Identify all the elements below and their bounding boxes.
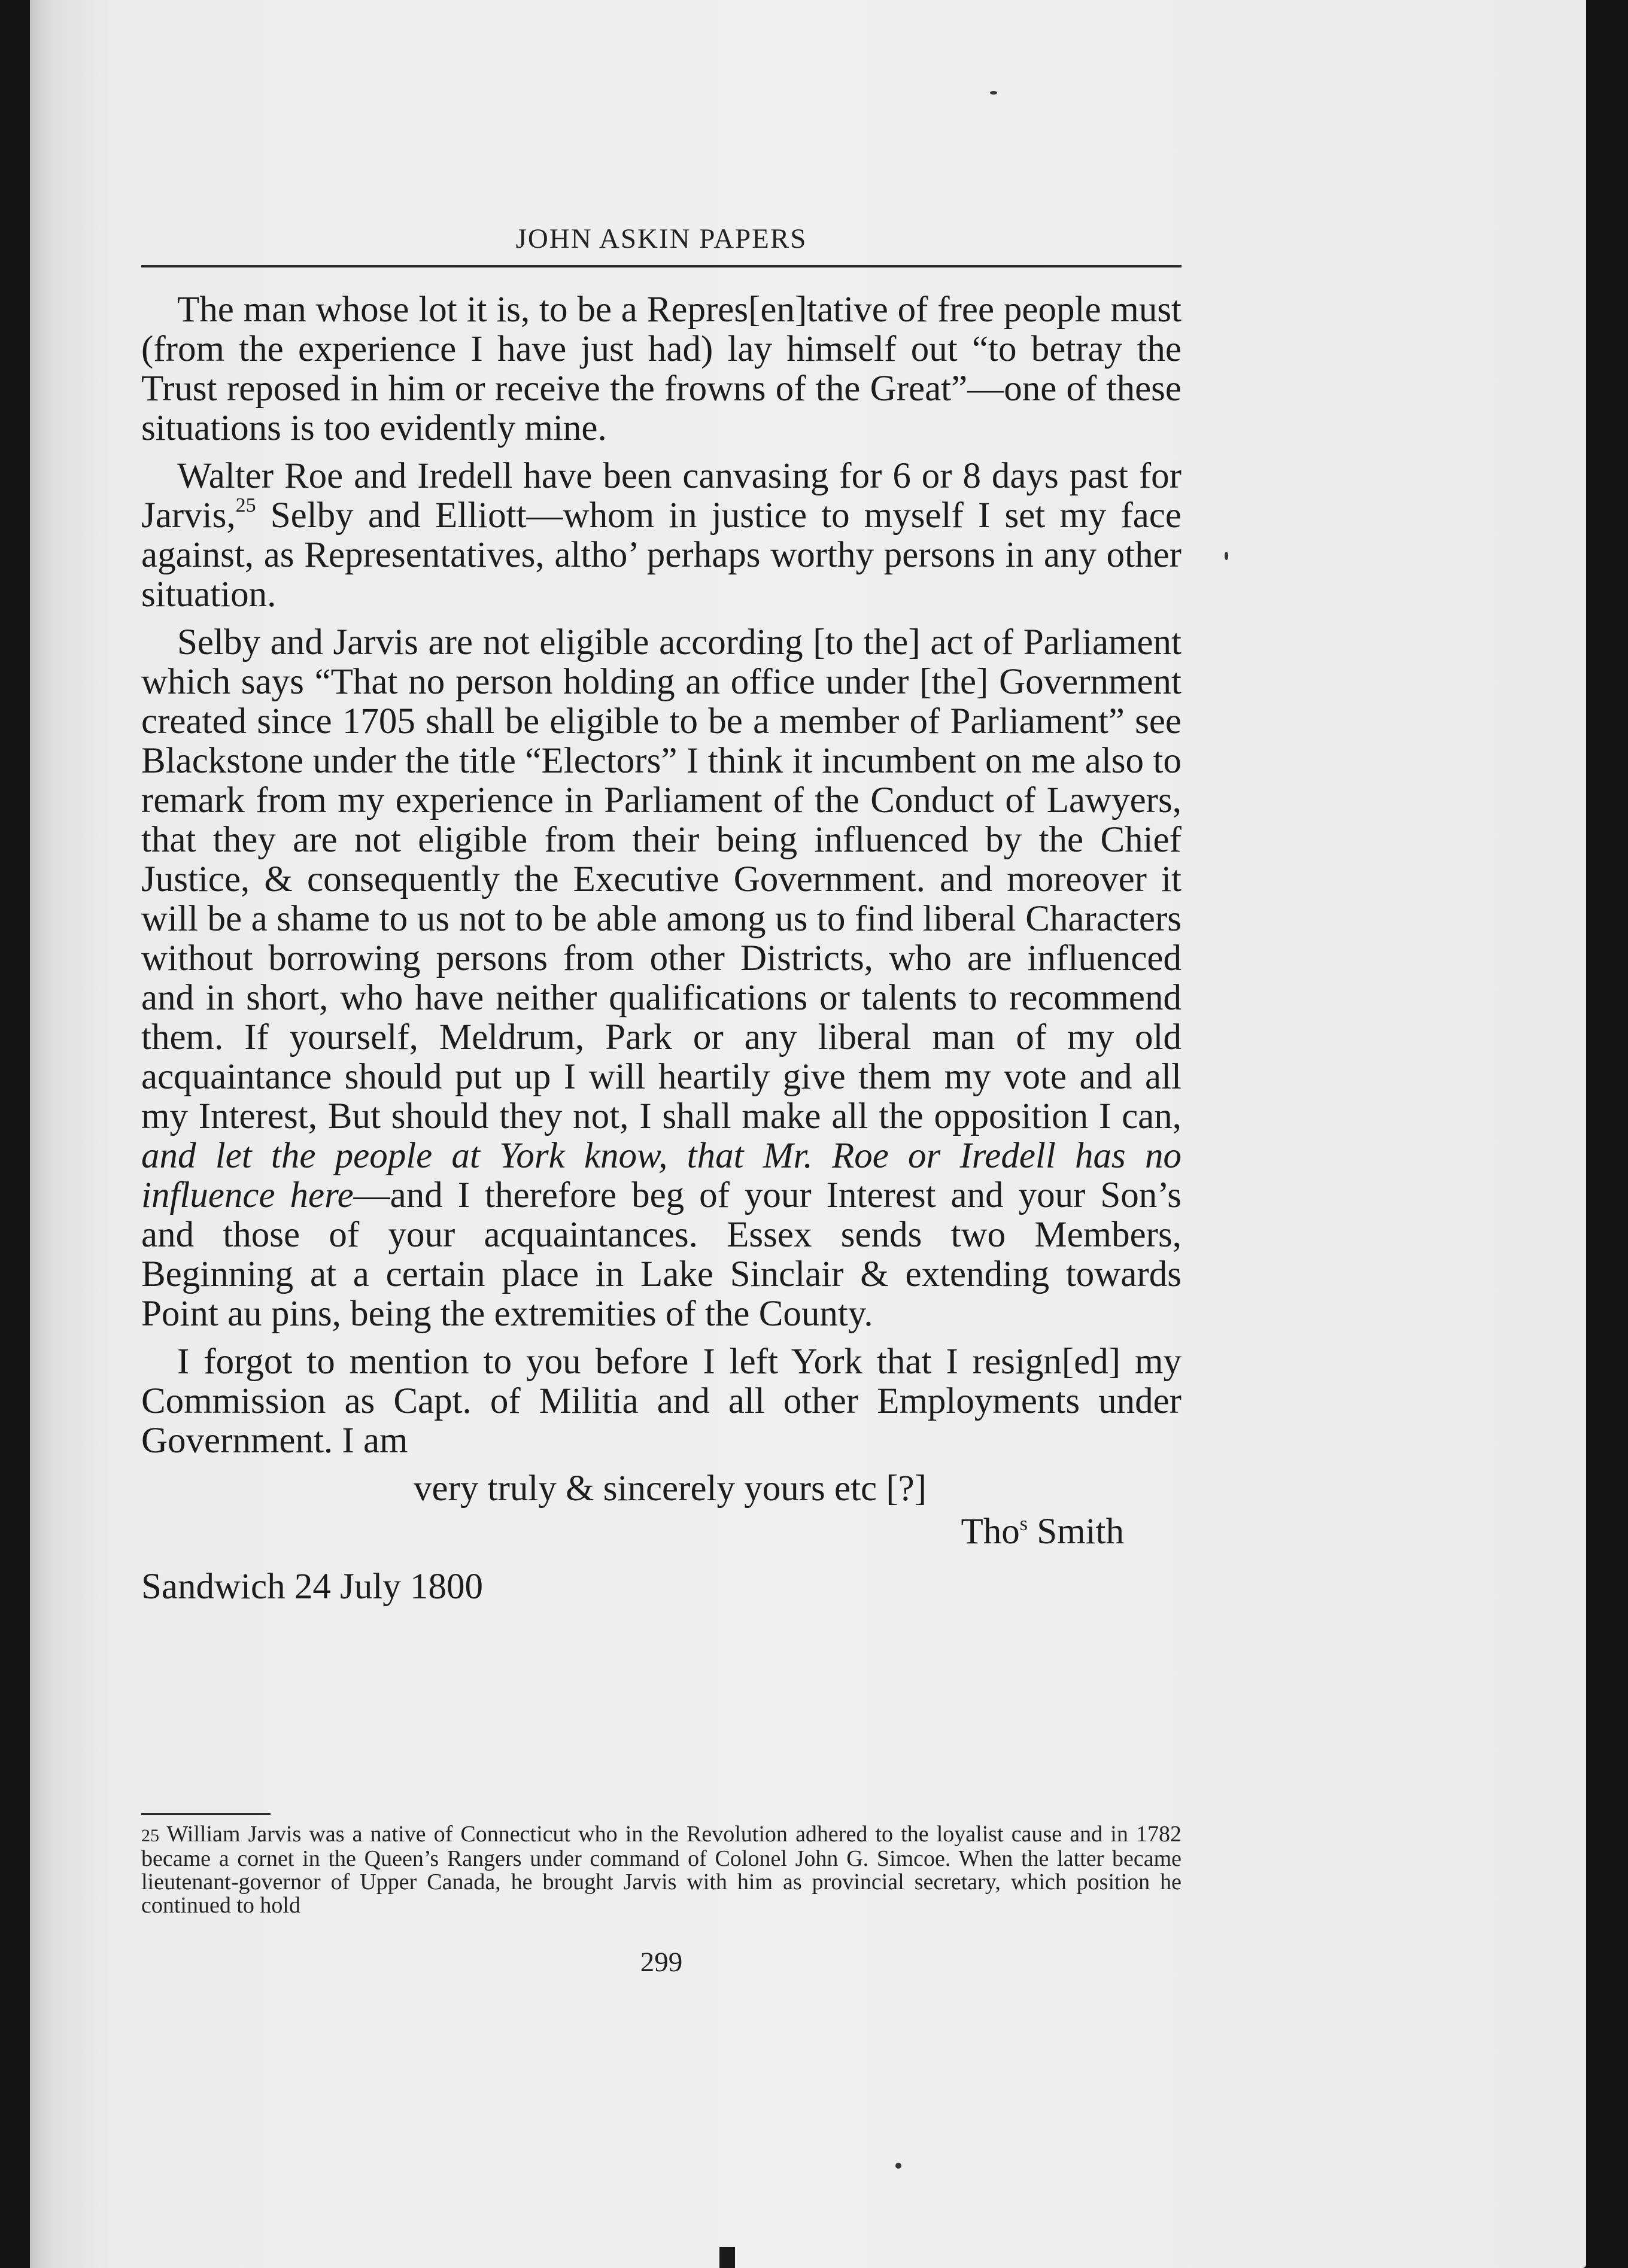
paragraph-3 <box>141 623 1181 1334</box>
paragraph-2 <box>141 457 1181 615</box>
dust-speck <box>1225 552 1228 560</box>
dust-speck <box>895 2163 901 2169</box>
page-edge-notch <box>719 2247 735 2268</box>
footnote <box>141 1823 1181 1917</box>
signature-superscript: s <box>1019 1513 1028 1535</box>
paragraph-2-text-b: Selby and Elliott—whom in justice to myself I set my face against, as Representatives, altho’ perhaps worthy persons in any other situation. <box>141 495 1181 615</box>
signature-surname: Smith <box>1027 1512 1124 1552</box>
footnote-rule <box>141 1813 271 1815</box>
letter-body <box>141 290 1181 1607</box>
paragraph-3-text-b: —and I therefore beg of your Interest and your Son’s and those of your acquaintances. Essex sends two Members, Beginning at a certain place in Lake Sinclair & extending towards Point au pins, being the extremities of the County. <box>141 1175 1181 1334</box>
paragraph-2-text-a: Walter Roe and Iredell have been canvasing for 6 or 8 days past for Jarvis, <box>141 456 1181 536</box>
footnote-text: William Jarvis was a native of Connecticut who in the Revolution adhered to the loyalist cause and in 1782 became a cornet in the Queen’s Rangers under command of Colonel John G. Simcoe. When the latter became lieutenant-governor of Upper Canada, he brought Jarvis with him as provincial secretary, which position he continued to hold <box>141 1822 1181 1918</box>
paragraph-1: The man whose lot it is, to be a Repres[en]tative of free people must (from the experience I have just had) lay himself out “to betray the Trust reposed in him or receive the frowns of the Great”—one of these situations is too evidently mine. <box>141 290 1181 448</box>
running-head: JOHN ASKIN PAPERS <box>515 223 807 254</box>
book-page <box>30 0 1586 2268</box>
header-rule <box>141 265 1181 267</box>
paragraph-4: I forgot to mention to you before I left York that I resign[ed] my Commission as Capt. of Militia and all other Employments under Government. I am <box>141 1342 1181 1461</box>
paragraph-3-italic: and let the people at York know, that Mr. Roe or Iredell has no influence here <box>141 1136 1181 1215</box>
place-and-date: Sandwich 24 July 1800 <box>141 1567 484 1607</box>
paragraph-3-text-a: Selby and Jarvis are not eligible according [to the] act of Parliament which says “That no person holding an office under [the] Government created since 1705 shall be eligible to be a member of Parliament” see Blackstone under the title “Electors” I think it incumbent on me also to remark from my experience in Parliament of the Conduct of Lawyers, that they are not eligible from their being influenced by the Chief Justice, & consequently the Executive Government. and moreover it will be a shame to us not to be able among us to find liberal Characters without borrowing persons from other Districts, who are influenced and in short, who have neither qualifications or talents to recommend them. If yourself, Meldrum, Park or any liberal man of my old acquaintance should put up I will heartily give them my vote and all my Interest, But should they not, I shall make all the opposition I can, <box>141 622 1181 1136</box>
page-number: 299 <box>640 1947 683 1978</box>
footnote-reference: 25 <box>235 494 256 516</box>
signature-abbrev: Tho <box>961 1512 1020 1552</box>
dust-speck <box>990 91 997 95</box>
letter-signature <box>141 1512 1181 1552</box>
letter-closing: very truly & sincerely yours etc [?] <box>414 1469 927 1509</box>
footnote-number: 25 <box>141 1826 159 1846</box>
